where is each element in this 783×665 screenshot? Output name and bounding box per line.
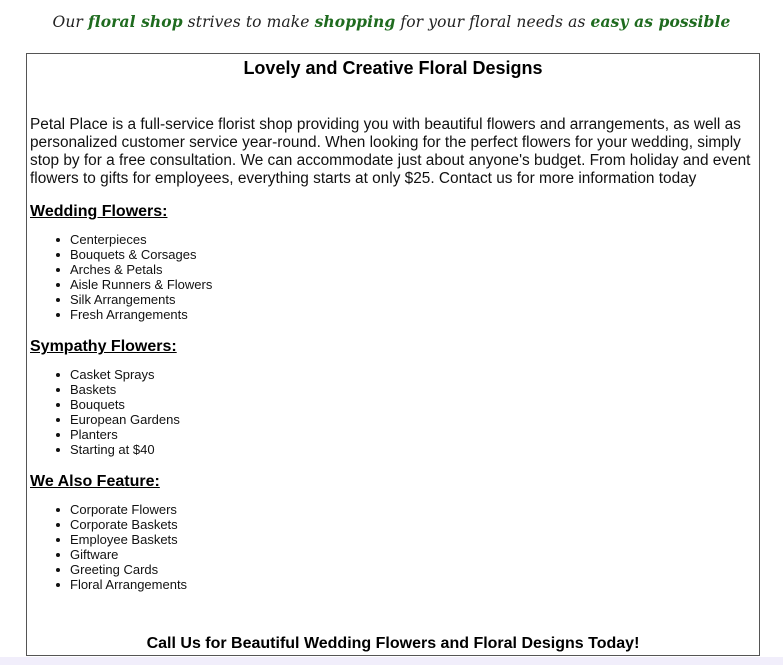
section-heading: We Also Feature: — [30, 473, 160, 490]
list-item: Bouquets — [70, 397, 759, 412]
list-item: Bouquets & Corsages — [70, 247, 759, 262]
list-item: Aisle Runners & Flowers — [70, 277, 759, 292]
list-item: Casket Sprays — [70, 367, 759, 382]
intro-paragraph: Petal Place is a full-service florist shop providing you with beautiful flowers and arrangements, as well as personalized customer service year-round. When looking for the perfect flowers for your wedding, simply stop by for a free consultation. We can accommodate just about anyone's budget. From holiday and event flowers to gifts for employees, everything starts at only $25. Contact us for more information today — [30, 116, 751, 187]
content-box — [26, 53, 760, 656]
section-heading: Wedding Flowers: — [30, 203, 168, 220]
list-item: Giftware — [70, 547, 759, 562]
tagline-text-2: strives to make — [182, 13, 315, 31]
list-item: Arches & Petals — [70, 262, 759, 277]
list-item: Greeting Cards — [70, 562, 759, 577]
list-item: Employee Baskets — [70, 532, 759, 547]
tagline-text-1: Our — [52, 13, 88, 31]
list-item: Planters — [70, 427, 759, 442]
item-list — [27, 367, 759, 457]
tagline-text-3: for your floral needs as — [395, 13, 591, 31]
item-list — [27, 232, 759, 322]
section-wedding-flowers — [27, 203, 759, 322]
list-item: Silk Arrangements — [70, 292, 759, 307]
closing-call-to-action: Call Us for Beautiful Wedding Flowers and Floral Designs Today! — [146, 635, 640, 652]
tagline-highlight-floral-shop: floral shop — [87, 12, 183, 31]
list-item: European Gardens — [70, 412, 759, 427]
page-title: Lovely and Creative Floral Designs — [243, 58, 543, 78]
item-list — [27, 502, 759, 592]
tagline-highlight-shopping: shopping — [314, 12, 396, 31]
section-sympathy-flowers — [27, 338, 759, 457]
tagline-highlight-easy: easy as possible — [590, 12, 731, 31]
list-item: Fresh Arrangements — [70, 307, 759, 322]
section-we-also-feature — [27, 473, 759, 592]
tagline — [0, 12, 783, 31]
page-bottom-strip — [0, 657, 783, 665]
list-item: Centerpieces — [70, 232, 759, 247]
list-item: Floral Arrangements — [70, 577, 759, 592]
list-item: Corporate Flowers — [70, 502, 759, 517]
section-heading: Sympathy Flowers: — [30, 338, 177, 355]
list-item: Starting at $40 — [70, 442, 759, 457]
list-item: Corporate Baskets — [70, 517, 759, 532]
list-item: Baskets — [70, 382, 759, 397]
